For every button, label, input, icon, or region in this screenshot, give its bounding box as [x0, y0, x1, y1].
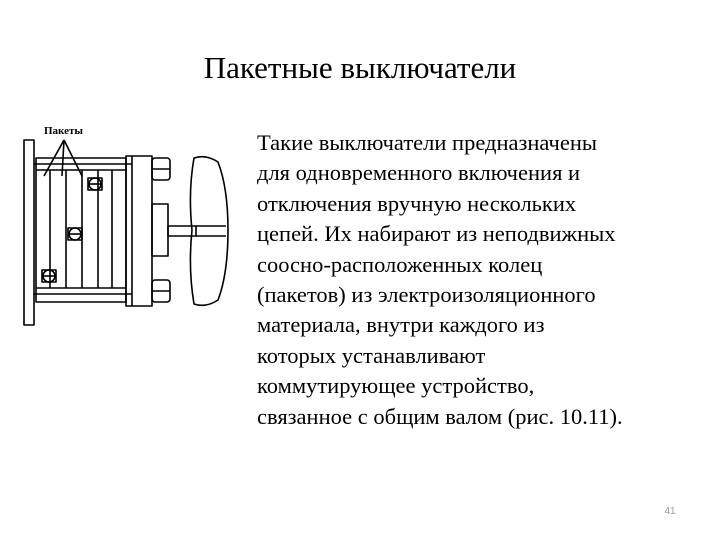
body-line: которых устанавливают	[257, 342, 486, 368]
body-line: коммутирующее устройство,	[257, 373, 535, 399]
switch-drawing	[22, 118, 250, 333]
body-line: связанное с общим валом (рис. 10.11).	[257, 403, 623, 429]
body-line: (пакетов) из электроизоляционного	[257, 282, 596, 308]
switch-diagram	[22, 118, 250, 333]
page-number: 41	[664, 506, 676, 517]
terminal-clamp	[88, 178, 102, 190]
front-flange	[126, 156, 152, 306]
slide-title: Пакетные выключатели	[203, 50, 517, 85]
body-line: отключения вручную нескольких	[257, 190, 577, 216]
body-line: для одновременного включения и	[257, 160, 581, 186]
shaft-bushing	[152, 204, 168, 256]
body-line: материала, внутри каждого из	[257, 312, 545, 338]
mounting-plate	[24, 140, 34, 325]
body-line: Такие выключатели предназначены	[257, 130, 597, 155]
body-line: соосно-расположенных колец	[257, 251, 543, 277]
body-line: цепей. Их набирают из неподвижных	[257, 221, 616, 247]
terminal-clamp	[42, 270, 56, 282]
figure-label: Пакеты	[44, 125, 83, 137]
terminal-clamp	[68, 228, 82, 240]
slide-body	[257, 128, 712, 432]
